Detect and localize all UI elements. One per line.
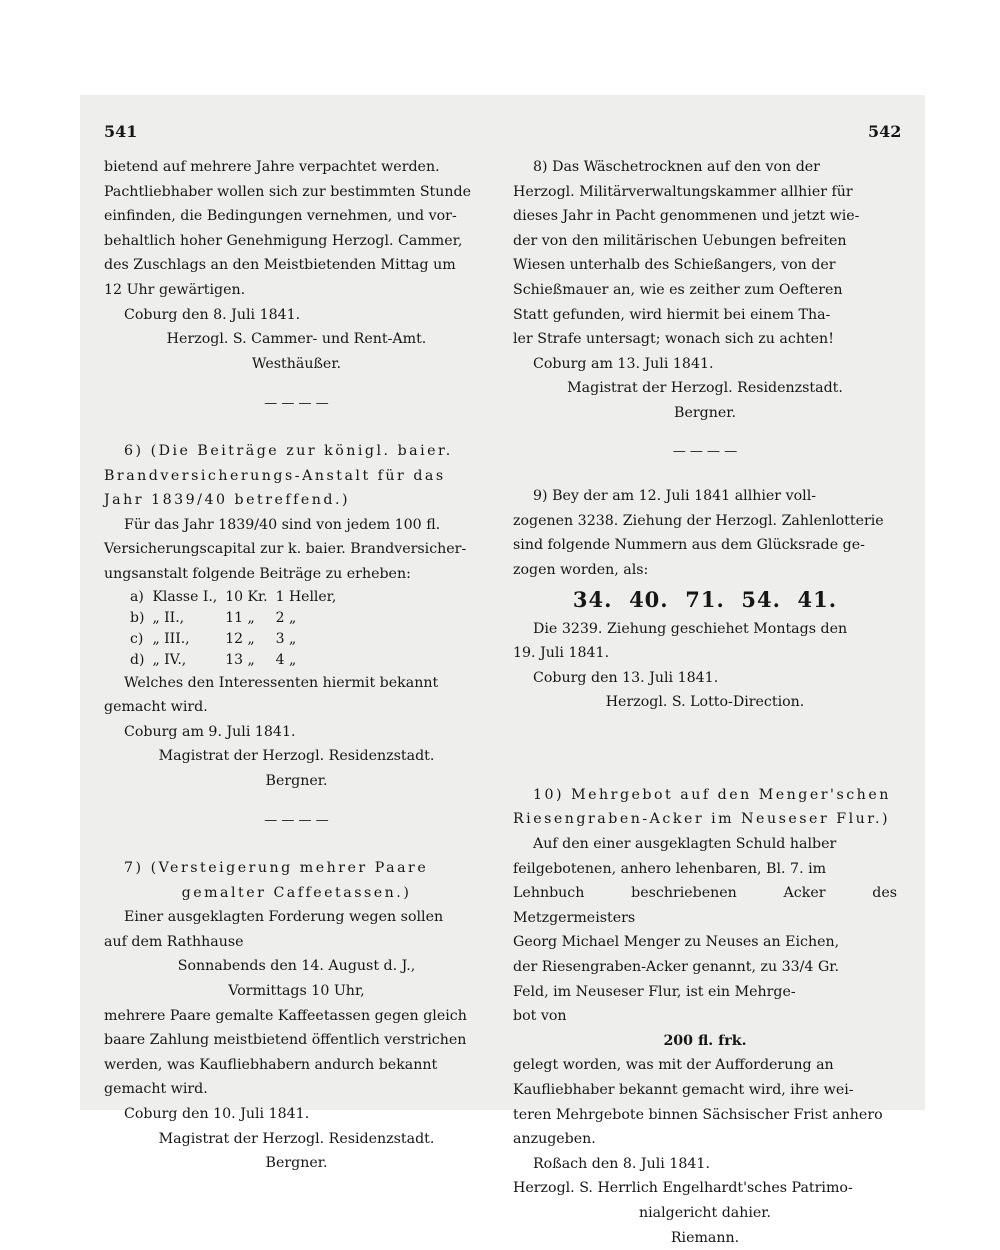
class-letter: c) — [130, 630, 144, 647]
class-letter: d) — [130, 651, 145, 668]
class-kreuzer: 10 Kr. — [225, 588, 268, 605]
text-line: gemacht wird. — [104, 1081, 208, 1098]
date-line: Coburg den 13. Juli 1841. — [533, 669, 719, 686]
right-column — [513, 155, 897, 1250]
class-letter: b) — [130, 609, 145, 626]
table-row — [130, 608, 344, 629]
text-line: 19. Juli 1841. — [513, 645, 610, 662]
text-line: baare Zahlung meistbietend öffentlich verstrichen — [104, 1032, 467, 1049]
notice-title: 7) (Versteigerung mehrer Paare — [124, 860, 429, 877]
text-line: Pachtliebhaber wollen sich zur bestimmten Stunde — [104, 183, 472, 200]
text-line: ler Strafe untersagt; wonach sich zu achten! — [513, 331, 834, 348]
text-line: auf dem Rathhause — [104, 933, 244, 950]
signature: Bergner. — [265, 772, 328, 789]
notice-title: 6) (Die Beiträge zur königl. baier. — [124, 442, 453, 459]
text-line: Kaufliebhaber bekannt gemacht wird, ihre wei- — [513, 1082, 854, 1098]
text-line: einfinden, die Bedingungen vernehmen, und vor- — [104, 208, 457, 225]
table-row — [130, 629, 344, 650]
notice-title: Riesengraben-Acker im Neuseser Flur.) — [513, 811, 891, 828]
page-number-left: 541 — [104, 122, 138, 141]
table-row — [130, 650, 344, 671]
text-line: Statt gefunden, wird hiermit bei einem Tha- — [513, 306, 831, 323]
date-line: Coburg am 13. Juli 1841. — [533, 355, 714, 372]
text-line: mehrere Paare gemalte Kaffeetassen gegen gleich — [104, 1007, 467, 1024]
signature: Westhäußer. — [251, 355, 342, 372]
left-column — [104, 155, 489, 1176]
text-line: Schießmauer an, wie es zeither zum Oefteren — [513, 281, 843, 298]
separator: — — — — — [264, 396, 329, 412]
authority-line: Magistrat der Herzogl. Residenzstadt. — [158, 1130, 435, 1147]
class-name: „ III., — [152, 630, 190, 647]
text-line: werden, was Kaufliebhabern andurch bekannt — [104, 1056, 438, 1073]
text-line: Herzogl. Militärverwaltungskammer allhier für — [513, 183, 853, 200]
date-line: Coburg am 9. Juli 1841. — [124, 723, 296, 740]
date-line: Coburg den 8. Juli 1841. — [124, 306, 301, 323]
text-line: Welches den Interessenten hiermit bekannt — [124, 674, 439, 691]
text-line: Auf den einer ausgeklagten Schuld halber — [533, 836, 837, 853]
text-line: Georg Michael Menger zu Neuses an Eichen, — [513, 934, 840, 951]
class-heller: 1 Heller, — [275, 588, 337, 605]
date-line: Sonnabends den 14. August d. J., — [177, 958, 416, 975]
signature: Riemann. — [670, 1229, 740, 1246]
text-line: bietend auf mehrere Jahre verpachtet werden. — [104, 159, 440, 175]
date-line: Roßach den 8. Juli 1841. — [533, 1155, 710, 1172]
amount: 200 fl. frk. — [663, 1032, 747, 1049]
text-line: gelegt worden, was mit der Aufforderung an — [513, 1057, 834, 1074]
page-number-right: 542 — [868, 122, 902, 141]
text-line: feilgebotenen, anhero lehenbaren, Bl. 7. im — [513, 860, 827, 877]
text-line: des Zuschlags an den Meistbietenden Mittag um — [104, 257, 456, 274]
authority-line: Herzogl. S. Herrlich Engelhardt'sches Patrimo- — [513, 1180, 853, 1197]
class-kreuzer: 11 „ — [225, 609, 255, 626]
text-line: 8) Das Wäschetrocknen auf den von der — [533, 159, 820, 175]
time-line: Vormittags 10 Uhr, — [228, 983, 365, 1000]
text-line: 12 Uhr gewärtigen. — [104, 281, 246, 298]
notice-title: Brandversicherungs-Anstalt für das — [104, 467, 446, 484]
text-line: 9) Bey der am 12. Juli 1841 allhier voll- — [533, 488, 817, 505]
separator: — — — — — [672, 443, 738, 459]
table-row — [130, 587, 344, 608]
authority-line: Herzogl. S. Cammer- und Rent-Amt. — [166, 331, 427, 348]
text-line: zogenen 3238. Ziehung der Herzogl. Zahlenlotterie — [513, 512, 884, 529]
authority-line: Herzogl. S. Lotto-Direction. — [605, 694, 805, 711]
text-line: Versicherungscapital zur k. baier. Brandversicher- — [104, 541, 467, 558]
separator: — — — — — [264, 813, 329, 829]
spacer — [513, 715, 897, 783]
text-line: ungsanstalt folgende Beiträge zu erheben: — [104, 565, 411, 582]
class-name: „ II., — [152, 609, 185, 626]
signature: Bergner. — [674, 404, 736, 421]
text-line: sind folgende Nummern aus dem Glücksrade ge- — [513, 537, 865, 554]
lottery-numbers: 34. 40. 71. 54. 41. — [572, 586, 838, 612]
text-line: behaltlich hoher Genehmigung Herzogl. Cammer, — [104, 232, 463, 249]
class-name: „ IV., — [152, 651, 187, 668]
text-line: bot von — [513, 1008, 567, 1025]
text-line: Wiesen unterhalb des Schießangers, von der — [513, 257, 836, 274]
class-kreuzer: 12 „ — [225, 630, 255, 647]
text-line: anzugeben. — [513, 1131, 596, 1148]
text-line: Lehnbuch beschriebenen Acker des Metzgermeisters — [513, 885, 897, 926]
authority-line: nialgericht dahier. — [638, 1204, 772, 1221]
class-name: Klasse I., — [152, 588, 218, 605]
text-line: der Riesengraben-Acker genannt, zu 33/4 Gr. — [513, 959, 840, 976]
text-line: gemacht wird. — [104, 699, 208, 716]
text-line: Feld, im Neuseser Flur, ist ein Mehrge- — [513, 983, 796, 1000]
text-line: dieses Jahr in Pacht genommenen und jetzt wie- — [513, 208, 860, 225]
text-line: Für das Jahr 1839/40 sind von jedem 100 fl. — [124, 516, 441, 533]
class-kreuzer: 13 „ — [225, 651, 255, 668]
text-line: Die 3239. Ziehung geschiehet Montags den — [533, 620, 848, 637]
text-line: teren Mehrgebote binnen Sächsischer Frist anhero — [513, 1106, 883, 1123]
text-line: zogen worden, als: — [513, 561, 649, 578]
text-line: Einer ausgeklagten Forderung wegen sollen — [124, 909, 444, 926]
class-heller: 2 „ — [275, 609, 297, 626]
class-letter: a) — [130, 588, 144, 605]
text-line: der von den militärischen Uebungen befreiten — [513, 232, 847, 249]
date-line: Coburg den 10. Juli 1841. — [124, 1106, 310, 1122]
contribution-table — [130, 587, 344, 671]
notice-title: Jahr 1839/40 betreffend.) — [104, 492, 351, 509]
class-heller: 3 „ — [275, 630, 297, 647]
notice-title: gemalter Caffeetassen.) — [181, 884, 412, 901]
notice-title: 10) Mehrgebot auf den Menger'schen — [533, 786, 891, 803]
class-heller: 4 „ — [275, 651, 297, 668]
authority-line: Magistrat der Herzogl. Residenzstadt. — [567, 380, 843, 397]
signature: Bergner. — [265, 1155, 328, 1172]
authority-line: Magistrat der Herzogl. Residenzstadt. — [158, 748, 435, 765]
